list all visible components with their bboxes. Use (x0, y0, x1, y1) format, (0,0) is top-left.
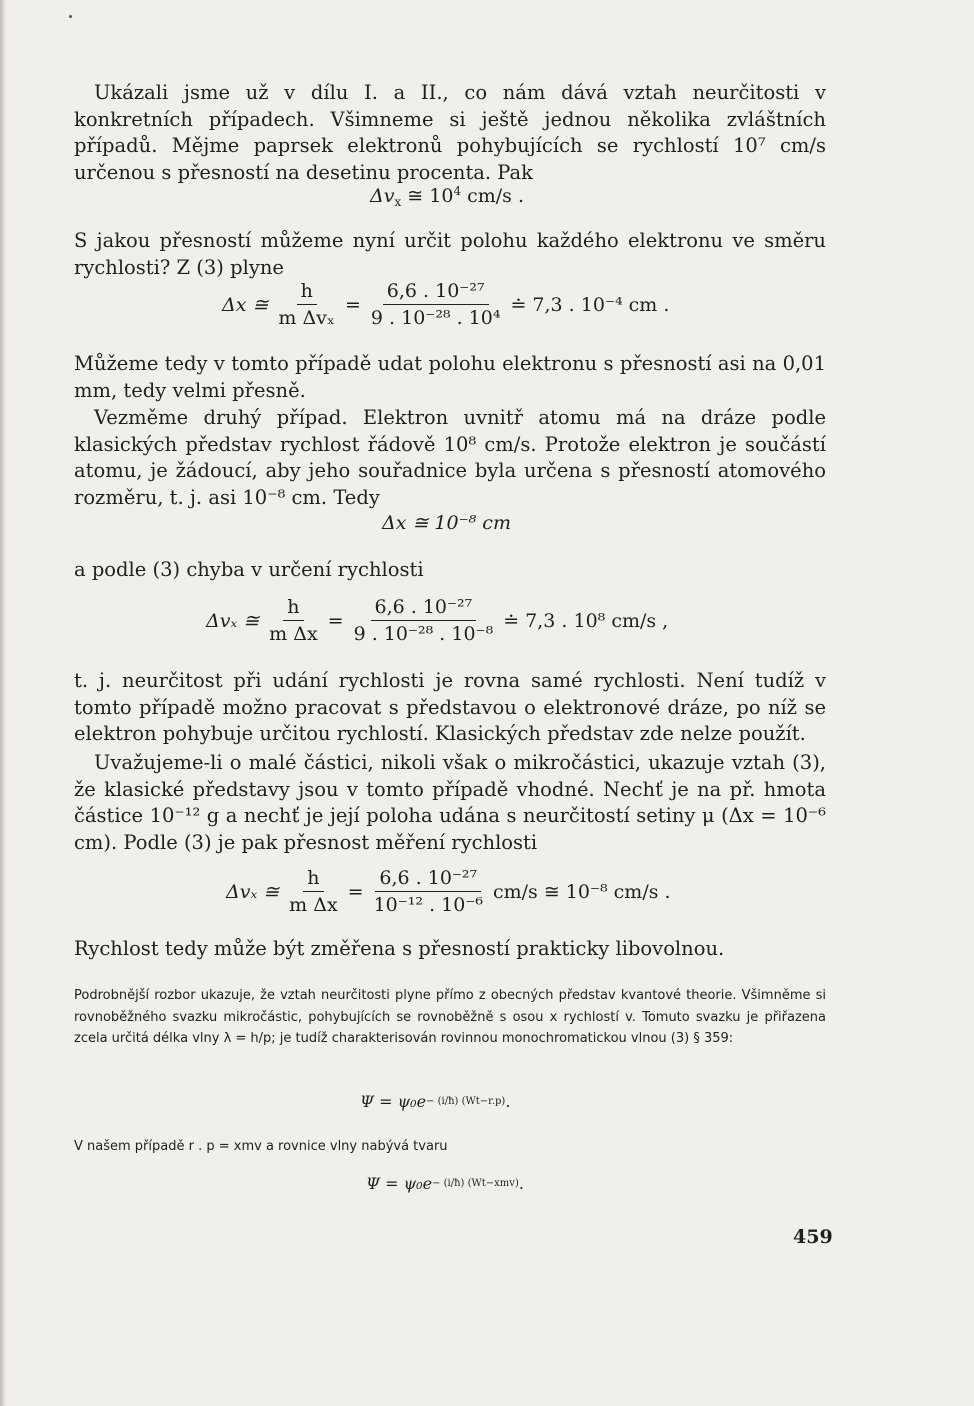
equation-2 (222, 280, 669, 329)
eq2-frac-2: $\frac{\text{6,6 . 10⁻²⁷}}{\text{9 . 10⁻²⁸ . 10⁴}}$ (370, 280, 501, 329)
page-gutter-shadow (0, 0, 6, 1406)
note-paragraph-1 (74, 985, 826, 1050)
para8-text: Rychlost tedy může být změřena s přesností prakticky libovolnou. (74, 937, 725, 960)
para7-text: Uvažujeme-li o malé částici, nikoli však o mikročástici, ukazuje vztah (3), že klasické představy jsou v tomto případě vhodné. Nechť je na př. hmota částice 10⁻¹² g a nechť je její poloha udána s neurčitostí setiny μ (Δx = 10⁻⁶ cm). Podle (3) je pak přesnost měření rychlosti (74, 751, 826, 854)
eq5-equals: = (347, 880, 364, 903)
para6-text: t. j. neurčitost při udání rychlosti je rovna samé rychlosti. Není tudíž v tomto případě možno pracovat s představou o elektronové dráze, po níž se elektron pohybuje určitou rychlostí. Klasických představ zde nelze použít. (74, 669, 826, 745)
paragraph-7 (74, 750, 826, 856)
note-paragraph-2 (74, 1136, 826, 1158)
eq6-base: Ψ = ψ₀e (360, 1092, 427, 1111)
eq2-equals: = (344, 293, 361, 316)
equation-5 (226, 867, 671, 916)
eq2-lhs: Δx ≅ (222, 293, 269, 316)
eq7-base: Ψ = ψ₀e (366, 1174, 433, 1193)
eq4-frac-1: $\frac{h}{\text{m Δx}}$ (269, 596, 318, 645)
small1-text: Podrobnější rozbor ukazuje, že vztah neurčitosti plyne přímo z obecných představ kvantové theorie. Všimněme si rovnoběžného svazku mikročástic, pohybujících se rovnoběžně s osou x rychlostí v. Tomuto svazku je přiřazena zcela určitá délka vlny λ = h/p; je tudíž charakterisován rovinnou monochromatickou vlnou (3) § 359: (74, 988, 826, 1046)
eq5-frac-1: $\frac{h}{\text{m Δx}}$ (289, 867, 338, 916)
eq4-result: ≐ 7,3 . 10⁸ cm/s , (503, 609, 669, 632)
equation-1 (370, 185, 524, 207)
eq1-lhs: Δv (370, 185, 395, 207)
paragraph-5 (74, 557, 826, 584)
equation-3 (382, 512, 511, 534)
eq2-frac-1: $\frac{h}{\text{m Δvₓ}}$ (278, 280, 335, 329)
eq6-end: . (505, 1092, 511, 1111)
paragraph-2 (74, 228, 826, 281)
paragraph-3 (74, 351, 826, 404)
eq1-rel: ≅ 10 (401, 185, 454, 207)
para2-text: S jakou přesností můžeme nyní určit polohu každého elektronu ve směru rychlosti? Z (3) plyne (74, 229, 826, 279)
paragraph-6 (74, 668, 826, 748)
page-number: 459 (793, 1226, 833, 1248)
paragraph-4 (74, 405, 826, 511)
eq1-exp: 4 (453, 184, 462, 198)
eq4-equals: = (327, 609, 344, 632)
eq3-text: Δx ≅ 10⁻⁸ cm (382, 512, 511, 534)
speck (69, 15, 72, 18)
para4-text: Vezměme druhý případ. Elektron uvnitř atomu má na dráze podle klasických představ rychlost řádově 10⁸ cm/s. Protože elektron je součástí atomu, je žádoucí, aby jeho souřadnice byla určena s přesností atomového rozměru, t. j. asi 10⁻⁸ cm. Tedy (74, 406, 826, 509)
eq2-result: ≐ 7,3 . 10⁻⁴ cm . (510, 293, 670, 316)
equation-4 (206, 596, 668, 645)
eq5-result: cm/s ≅ 10⁻⁸ cm/s . (492, 880, 671, 903)
eq5-lhs: Δvₓ ≅ (226, 880, 280, 903)
eq1-unit: cm/s . (461, 185, 525, 207)
paragraph-8 (74, 936, 826, 963)
equation-7: Ψ = ψ₀e − (i/ħ) (Wt−xmv) . (366, 1174, 524, 1193)
para5-text: a podle (3) chyba v určení rychlosti (74, 558, 424, 581)
equation-6: Ψ = ψ₀e − (i/ħ) (Wt−r.p) . (360, 1092, 511, 1111)
para1-text: Ukázali jsme už v dílu I. a II., co nám dává vztah neurčitosti v konkretních případech. Všimneme si ještě jednou několika zvláštních případů. Mějme paprsek elektronů pohybujících se rychlostí 10⁷ cm/s určenou s přesností na desetinu procenta. Pak (74, 81, 826, 184)
eq4-lhs: Δvₓ ≅ (206, 609, 260, 632)
eq4-frac-2: $\frac{\text{6,6 . 10⁻²⁷}}{\text{9 . 10⁻²⁸ . 10⁻⁸}}$ (353, 596, 494, 645)
eq7-end: . (518, 1174, 524, 1193)
eq1-sub: x (394, 195, 402, 209)
paragraph-1 (74, 80, 826, 186)
eq5-frac-2: $\frac{\text{6,6 . 10⁻²⁷}}{\text{10⁻¹² . 10⁻⁶}}$ (373, 867, 483, 916)
para3-text: Můžeme tedy v tomto případě udat polohu elektronu s přesností asi na 0,01 mm, tedy velmi přesně. (74, 352, 826, 402)
small2-text: V našem případě r . p = xmv a rovnice vlny nabývá tvaru (74, 1139, 448, 1154)
